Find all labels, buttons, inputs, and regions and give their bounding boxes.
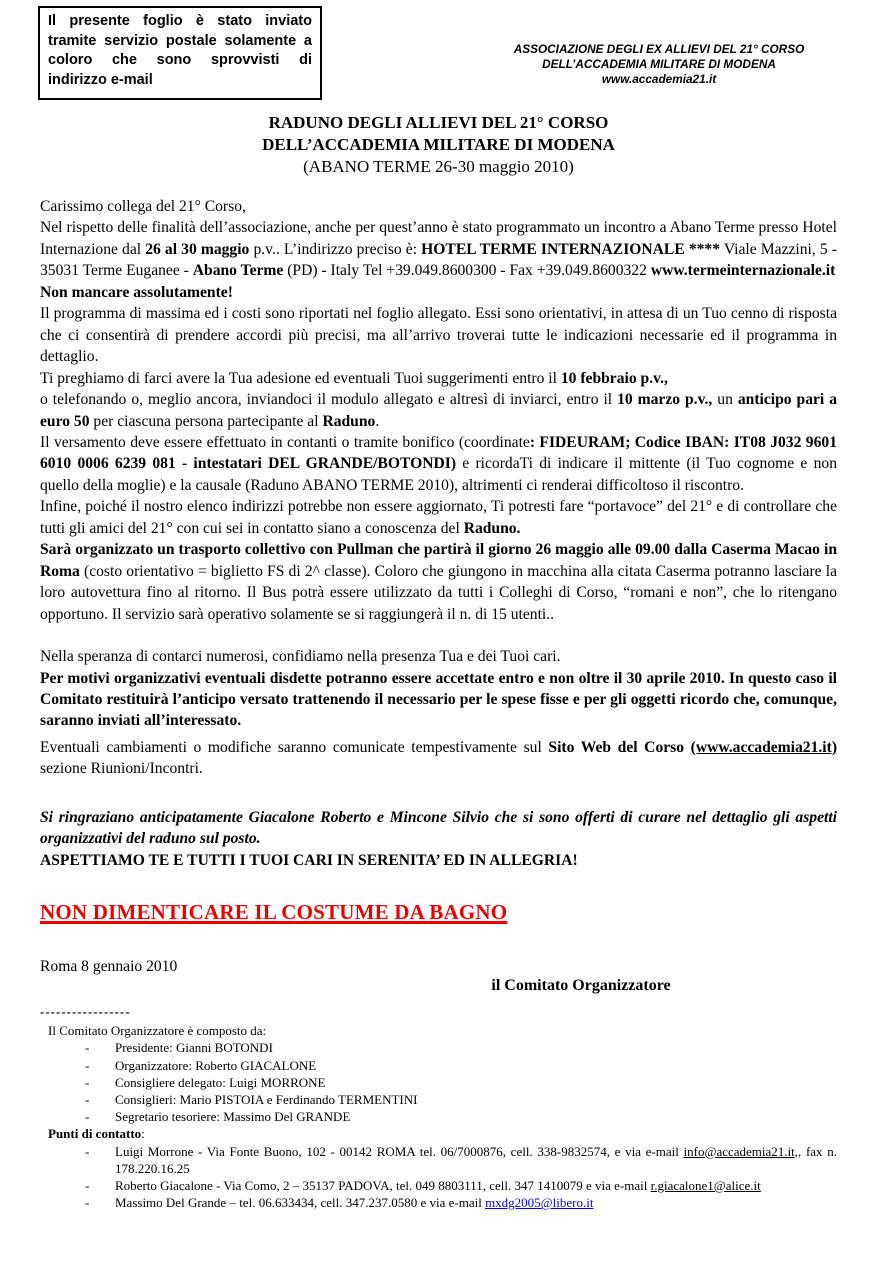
postal-notice-box <box>38 6 322 100</box>
salutation <box>40 196 837 217</box>
list-dash: - <box>85 1074 90 1090</box>
text-segment: ASPETTIAMO TE E TUTTI I TUOI CARI IN SERENITA’ ED IN ALLEGRIA! <box>40 851 578 869</box>
reminder-heading: NON DIMENTICARE IL COSTUME DA BAGNO <box>40 900 508 925</box>
association-website: www.accademia21.it <box>601 72 717 86</box>
association-name-line1: ASSOCIAZIONE DEGLI EX ALLIEVI DEL 21° CORSO <box>513 42 805 56</box>
email-link-info-accademia21[interactable]: info@accademia21.it, <box>683 1143 799 1159</box>
text-segment: Infine, poiché il nostro elenco indirizzi potrebbe non essere aggiornato, Ti potresti fare “portavoce” del 21° e di controllare che tutti gli amici del 21° con cui sei in contatto siano a conoscenza del <box>40 498 837 537</box>
list-dash: - <box>85 1057 90 1073</box>
letter-body <box>40 196 837 871</box>
text-segment: Viale Mazzini, 5 - 35031 Terme Euganee - <box>40 240 837 280</box>
text-segment: 10 febbraio p.v., <box>560 369 668 387</box>
text-segment: Ti preghiamo di farci avere la Tua adesione ed eventuali Tuoi suggerimenti entro il <box>40 369 561 387</box>
text-segment: Roberto Giacalone - Via Como, 2 – 35137 PADOVA, tel. 049 8803111, cell. 347 1410079 e via e-mail <box>115 1177 651 1193</box>
committee-member-text: Organizzatore: Roberto GIACALONE <box>115 1057 317 1073</box>
text-segment: Per motivi organizzativi eventuali disdette potranno essere accettate entro e non oltre il 30 aprile 2010. In questo caso il Comitato restituirà l’anticipo versato trattenendo il necessario per le spese fisse e per gli oggetti ricordo che, comunque, saranno inviati all’interessato. <box>40 669 837 730</box>
text-segment: (costo orientativo = biglietto FS di 2^ classe). Coloro che giungono in macchina alla citata Caserma potranno lasciare la loro autovettura fino al ritorno. Il Bus potrà essere utilizzato da tutti i Colleghi di Corso, “romani e non”, che lo ritengano opportuno. Il servizio sarà operativo solamente se si raggiungerà il n. di 15 utenti.. <box>40 562 837 623</box>
text-segment: : FIDEURAM; Codice IBAN: IT08 J032 9601 6010 0006 6239 081 - intestatari DEL GRANDE/BOTONDI) <box>40 433 837 473</box>
text-segment: (PD) - Italy Tel +39.049.8600300 - Fax +39.049.8600322 <box>283 262 651 280</box>
text-segment: Sarà organizzato un trasporto collettivo con Pullman che partirà il giorno 26 maggio alle 09.00 dalla Caserma Macao in Roma <box>40 541 837 580</box>
para-non-mancare <box>40 282 837 303</box>
contact-morrone <box>40 1143 837 1177</box>
list-dash: - <box>85 1091 90 1107</box>
committee-list <box>40 1039 837 1125</box>
text-segment: Raduno <box>322 412 376 430</box>
para-portavoce <box>40 496 837 539</box>
para-programma <box>40 303 837 367</box>
para-disdette <box>40 668 837 732</box>
contacts-list <box>40 1143 837 1212</box>
committee-intro: Il Comitato Organizzatore è composto da: <box>48 1023 267 1039</box>
contact-delgrande <box>40 1194 837 1211</box>
text-segment: Il programma di massima ed i costi sono riportati nel foglio allegato. Essi sono orientativi, in attesa di un Tuo cenno di risposta che ci consentirà di prendere accordi più precisi, ma all’arrivo troverai tutte le indicazioni necessarie ed il programma in dettaglio. <box>40 305 837 366</box>
text-segment: Abano Terme <box>192 262 284 280</box>
contact-giacalone <box>40 1177 837 1194</box>
signature-committee: il Comitato Organizzatore <box>491 977 671 995</box>
text-segment: Non mancare assolutamente! <box>40 283 233 301</box>
postal-notice-text: Il presente foglio è stato inviato tramite servizio postale solamente a coloro che sono sprovvisti di indirizzo e-mail <box>48 13 312 88</box>
committee-member-item <box>40 1108 837 1125</box>
committee-member-item <box>40 1074 837 1091</box>
text-segment: , fax n. 178.220.16.25 <box>115 1143 837 1176</box>
footnote-separator: ----------------- <box>40 1004 131 1020</box>
text-segment: o telefonando o, meglio ancora, inviandoci il modulo allegato e altresì di inviarci, entro il <box>40 391 618 409</box>
committee-member-item <box>40 1039 837 1056</box>
para-versamento <box>40 432 837 496</box>
list-dash: - <box>85 1177 90 1193</box>
text-segment: Si ringraziano anticipatamente Giacalone Roberto e Mincone Silvio che si sono offerti di curare nel dettaglio gli aspetti organizzativi del raduno sul posto. <box>40 808 837 848</box>
footnote <box>40 1022 837 1211</box>
text-segment: www.termeinternazionale.it <box>650 262 836 280</box>
title-line2: DELL’ACCADEMIA MILITARE DI MODENA <box>262 135 615 154</box>
list-dash: - <box>85 1040 90 1056</box>
committee-member-item <box>40 1057 837 1074</box>
committee-member-text: Consigliere delegato: Luigi MORRONE <box>115 1074 326 1090</box>
date-line: Roma 8 gennaio 2010 <box>40 958 178 976</box>
committee-member-text: Consiglieri: Mario PISTOIA e Ferdinando TERMENTINI <box>115 1091 418 1107</box>
email-link-delgrande[interactable]: mxdg2005@libero.it <box>485 1195 594 1211</box>
text-segment: Raduno. <box>463 519 521 537</box>
text-segment: p.v.. L’indirizzo preciso è: <box>249 240 422 258</box>
text-segment: anticipo pari a euro 50 <box>40 391 837 430</box>
text-segment: Carissimo collega del 21° Corso, <box>40 198 246 215</box>
list-dash: - <box>85 1195 90 1211</box>
list-dash: - <box>85 1109 90 1125</box>
committee-member-text: Presidente: Gianni BOTONDI <box>115 1040 273 1056</box>
list-dash: - <box>85 1143 90 1159</box>
para-anticipo <box>40 389 837 432</box>
text-segment: un <box>712 391 738 409</box>
para-pullman <box>40 539 837 625</box>
para-adesione <box>40 368 837 389</box>
text-segment: Nel rispetto delle finalità dell’associazione, anche per quest’anno è stato programmato un incontro a Abano Terme presso Hotel Internazione dal <box>40 219 837 258</box>
title-line1: RADUNO DEGLI ALLIEVI DEL 21° CORSO <box>268 113 609 132</box>
text-segment: 10 marzo p.v., <box>617 391 713 409</box>
text-segment: Luigi Morrone - Via Fonte Buono, 102 - 00142 ROMA tel. 06/7000876, cell. 338-9832574, e via e-mail <box>115 1143 684 1159</box>
para-sito-web <box>40 737 837 780</box>
text-segment: Eventuali cambiamenti o modifiche saranno comunicate tempestivamente sul <box>40 738 549 756</box>
text-segment: e ricordaTi di indicare il mittente (il Tuo cognome e non quello della moglie) e la causale (Raduno ABANO TERME 2010), altrimenti ci renderai difficoltoso il riscontro. <box>40 455 837 494</box>
contacts-label: Punti di contatto: <box>48 1126 145 1142</box>
para-speranza <box>40 646 837 667</box>
committee-member-item <box>40 1091 837 1108</box>
text-segment: 26 al 30 maggio <box>145 240 250 258</box>
association-letterhead <box>468 42 850 87</box>
text-segment: HOTEL TERME INTERNAZIONALE **** <box>421 240 721 258</box>
email-link-giacalone[interactable]: r.giacalone1@alice.it <box>650 1177 761 1193</box>
text-segment: sezione Riunioni/Incontri. <box>40 760 203 778</box>
text-segment: Il versamento deve essere effettuato in contanti o tramite bonifico (coordinate <box>40 433 530 451</box>
association-name-line2: DELL’ACCADEMIA MILITARE DI MODENA <box>542 57 776 71</box>
letter-title <box>40 112 837 178</box>
text-segment: per ciascuna persona partecipante al <box>89 412 323 430</box>
text-segment: Sito Web del Corso <box>548 738 691 756</box>
text-segment: Massimo Del Grande – tel. 06.633434, cell. 347.237.0580 e via e-mail <box>115 1195 486 1211</box>
text-segment: . <box>375 412 380 430</box>
course-website-link[interactable]: (www.accademia21.it) <box>690 738 838 756</box>
para-ringraziamenti <box>40 807 837 850</box>
para-incontro <box>40 217 837 281</box>
para-aspettiamo <box>40 850 837 871</box>
text-segment: Nella speranza di contarci numerosi, confidiamo nella presenza Tua e dei Tuoi cari. <box>40 648 561 666</box>
title-line3: (ABANO TERME 26-30 maggio 2010) <box>303 157 574 176</box>
committee-member-text: Segretario tesoriere: Massimo Del GRANDE <box>115 1109 351 1125</box>
